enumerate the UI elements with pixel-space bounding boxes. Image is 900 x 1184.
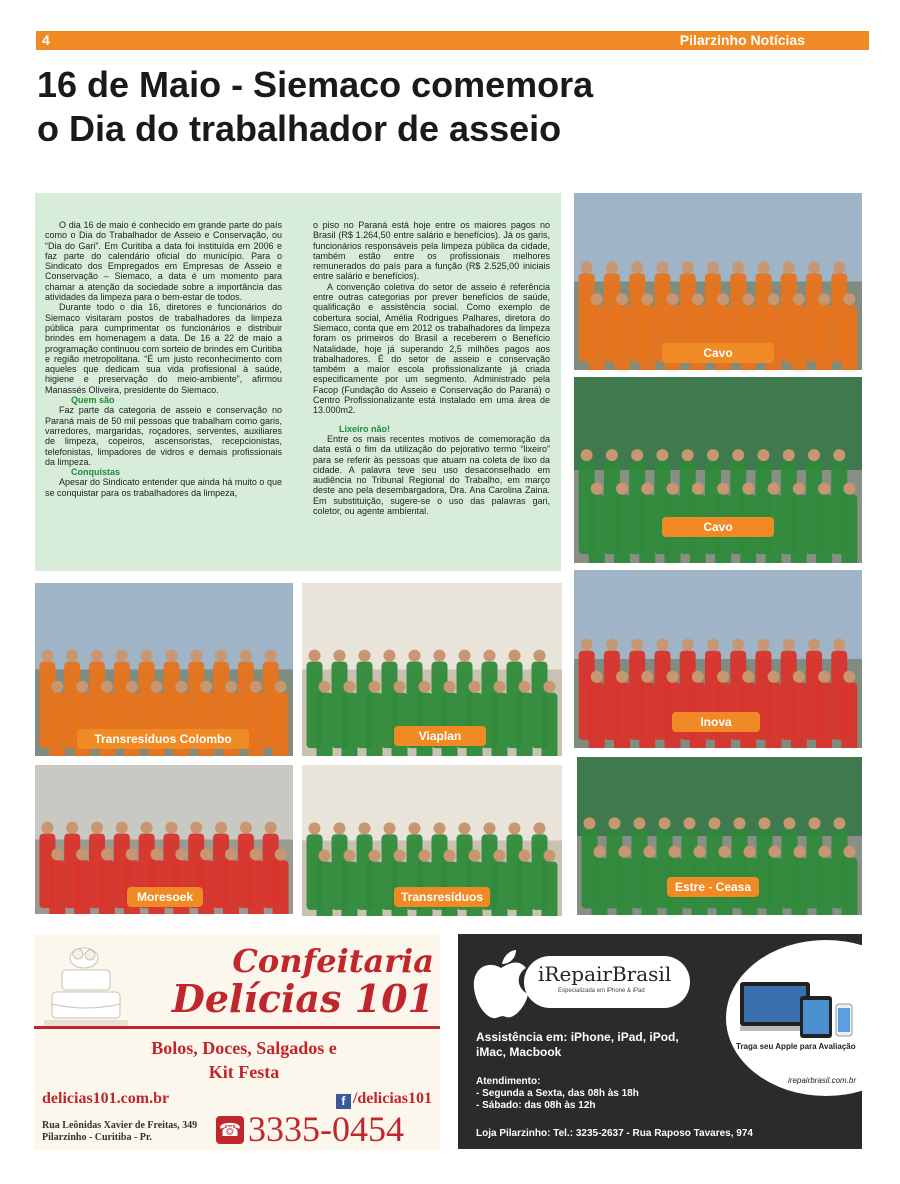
ad-title-delicias: Delícias 101 bbox=[171, 976, 434, 1021]
ad-phone: 3335-0454 bbox=[248, 1109, 404, 1149]
article-box bbox=[35, 193, 561, 571]
subheading-quem-sao: Quem são bbox=[71, 395, 115, 406]
paragraph: O dia 16 de maio é conhecido em grande parte do país como o Dia do Trabalhador de Asseio e Conservação, ou “Dia do Gari”. Em Curitiba a data foi instituída em 2006 e faz parte do calendário oficial do município. Para o Sindicato dos Empregados em Empresas de Asseio e Conservação – Siemaco, a data é um momento para chamar a atenção da sociedade sobre a importância das atividades da limpeza para o bem-estar de todos. bbox=[45, 220, 282, 303]
photo-caption: Estre - Ceasa bbox=[667, 877, 759, 897]
article-column-1 bbox=[45, 220, 282, 498]
subheading-lixeiro-nao: Lixeiro não! bbox=[339, 423, 391, 434]
ad-slogan-line-1: Bolos, Doces, Salgados e bbox=[151, 1038, 337, 1058]
photo-viaplan bbox=[302, 583, 562, 756]
photo-caption: Cavo bbox=[662, 343, 774, 363]
article-column-2 bbox=[313, 220, 550, 516]
ad-store-info: Loja Pilarzinho: Tel.: 3235-2637 - Rua Raposo Tavares, 974 bbox=[476, 1128, 753, 1139]
page-number: 4 bbox=[42, 32, 50, 48]
photo-caption: Transresíduos Colombo bbox=[77, 729, 249, 749]
headline bbox=[37, 63, 593, 151]
brand-tagline: Especializada em iPhone & iPad bbox=[558, 988, 645, 994]
paragraph: Entre os mais recentes motivos de comemoração da data está o fim da utilização do pejorativo termo “lixeiro” para se referir às pessoas que atuam na coleta de lixo da cidade. A palavra teve seu uso desaconselhado em audiência no Tribunal Regional do Trabalho, em março deste ano pela desembargadora, Dra. Ana Carolina Zaina. Em substituição, sugere-se o uso das palavras gari, coletor, ou agente ambiental. bbox=[313, 433, 550, 517]
paragraph: Faz parte da categoria de asseio e conservação no Paraná mais de 50 mil pessoas que trabalham como garis, varredores, margaridas, roçadores, serventes, auxiliares de limpeza, copeiros, ascensoristas, recepcionistas, telefonistas, limpadores de vidros e demais profissionais da limpeza. bbox=[45, 405, 282, 467]
brand-name: iRepairBrasil bbox=[538, 962, 672, 986]
ad-address bbox=[42, 1120, 197, 1144]
divider bbox=[34, 1026, 440, 1029]
address-line-2: Pilarzinho - Curitiba - Pr. bbox=[42, 1132, 152, 1143]
paragraph: Durante todo o dia 16, diretores e funcionários do Siemaco visitaram postos de trabalhadores da limpeza pública para cumprimentar os funcionários e distribuir brindes em homenagem a data. De 16 a 22 de maio a programação continuou com sorteio de brindes em Curitiba e região metropolitana. “É um justo reconhecimento com aqueles que dedicam sua vida profissional à saúde, higiene e preservação do meio-ambiente”, afirmou Manassés Oliveira, presidente do Siemaco. bbox=[45, 302, 282, 395]
page-header-bar bbox=[36, 31, 869, 50]
ad-title-confeitaria: Confeitaria bbox=[232, 942, 434, 980]
photo-caption: Viaplan bbox=[394, 726, 486, 746]
phone-icon: ☎ bbox=[216, 1116, 244, 1144]
hours-weekdays: - Segunda a Sexta, das 08h às 18h bbox=[476, 1088, 639, 1099]
ad-assistencia: Assistência em: iPhone, iPad, iPod, iMac, Macbook bbox=[476, 1030, 679, 1059]
ad-url: irepairbrasil.com.br bbox=[788, 1076, 857, 1085]
paragraph: A convenção coletiva do setor de asseio é referência entre outras categorias por prever benefícios de saúde, qualificação e assistência social. Como exemplo de cobertura social, Amélia Rodrigues Palhares, diretora do Siemaco, conta que em 2012 os trabalhadores da limpeza foram os primeiros do Brasil a receberem o Benefício Natalidade, hoje já superando 2,5 milhões pagos aos trabalhadores. É do setor de asseio e conservação também a maior escola profissionalizante já criada especificamente por um segmento. Administrado pela Facop (Fundação do Asseio e Conservação do Paraná) o Centro Profissionalizante está instalado em uma área de 13.000m2. bbox=[313, 281, 550, 416]
hours-saturday: - Sábado: das 08h às 12h bbox=[476, 1100, 596, 1111]
photo-transresiduos bbox=[302, 765, 562, 916]
devices-illustration bbox=[740, 978, 858, 1042]
photo-caption: Inova bbox=[672, 712, 760, 732]
photo-caption: Moresoek bbox=[127, 887, 203, 907]
paragraph: o piso no Paraná está hoje entre os maiores pagos no Brasil (R$ 1.264,50 entre salário e benefícios). Já os garis, funcionários responsáveis pela limpeza pública da cidade, também estão entre os profissionais melhores remunerados do país para a função (R$ 2.525,00 iniciais entre salário e benefícios). bbox=[313, 220, 550, 282]
photo-transresiduos-colombo bbox=[35, 583, 293, 756]
irepair-logo bbox=[524, 956, 690, 1008]
photo-caption: Transresíduos bbox=[394, 887, 490, 907]
ad-bring-text: Traga seu Apple para Avaliação bbox=[736, 1042, 856, 1051]
photo-caption: Cavo bbox=[662, 517, 774, 537]
atendimento-label: Atendimento: bbox=[476, 1076, 541, 1087]
photo-estre-ceasa bbox=[577, 757, 862, 915]
publication-name: Pilarzinho Notícias bbox=[679, 32, 805, 48]
facebook-icon: f bbox=[336, 1094, 351, 1109]
facebook-handle: /delicias101 bbox=[352, 1090, 432, 1107]
paragraph: Apesar do Sindicato entender que ainda há muito o que se conquistar para os trabalhadores da limpeza, bbox=[45, 477, 282, 498]
photo-cavo-1 bbox=[574, 193, 862, 370]
ad-slogan-line-2: Kit Festa bbox=[208, 1062, 280, 1082]
photo-moresoek bbox=[35, 765, 293, 914]
subheading-conquistas: Conquistas bbox=[71, 467, 121, 478]
ad-irepair-brasil bbox=[458, 934, 862, 1149]
ad-facebook bbox=[336, 1090, 432, 1109]
ad-atendimento bbox=[476, 1076, 639, 1112]
address-line-1: Rua Leônidas Xavier de Freitas, 349 bbox=[42, 1120, 198, 1131]
headline-line-2: o Dia do trabalhador de asseio bbox=[37, 108, 562, 149]
photo-cavo-2 bbox=[574, 377, 862, 563]
ad-confeitaria-delicias bbox=[34, 934, 440, 1150]
ad-website: delicias101.com.br bbox=[42, 1090, 170, 1107]
headline-line-1: 16 de Maio - Siemaco comemora bbox=[37, 64, 594, 105]
photo-inova bbox=[574, 570, 862, 748]
